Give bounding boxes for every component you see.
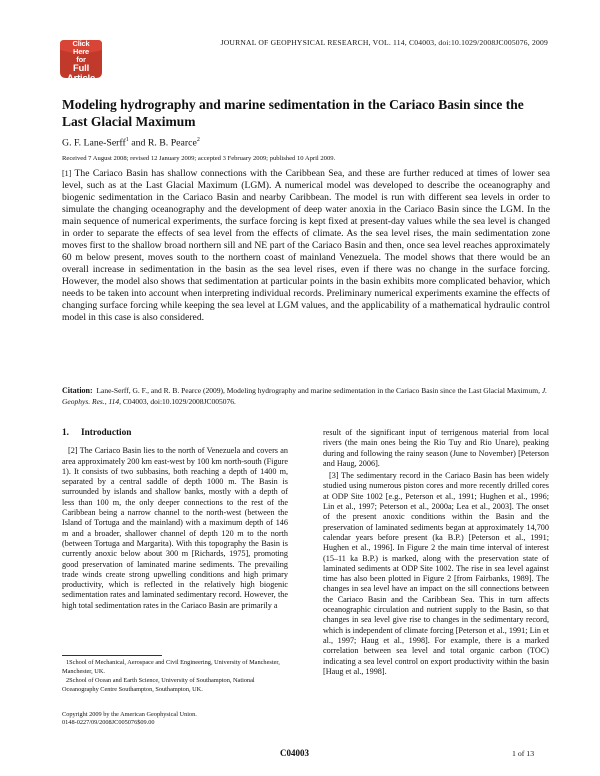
paragraph-3: [3] The sedimentary record in the Cariaco Basin has been widely studied using numerous piston cores and more recently drilled cores at ODP Site 1002 [e.g., Peterson et al., 1991; Hughen et al., 1996; Lin et al., 1997; Peterson et al., 2000a; Lea et al., 2003]. The onset of the present anoxic conditions within the Basin and the preservation of laminated sediments began at approximately 14,700 calendar years before present (ka B.P.) [Peterson et al., 1991; Hughen et al., 1996]. In Figure 2 the main time interval of interest (15–11 ka B.P.) is marked, along with the preservation state of laminated sediments at ODP Site 1002. The rise in sea level against time has also been plotted in Figure 2 [from Fairbanks, 1989]. The changes in sea level have an impact on the sill connections between the Cariaco Basin and the Caribbean Sea. This in turn affects oceanographic circulation and nutrient supply to the Basin, so that changes in sea level give rise to changes in the sedimentary record, which is independent of climate forcing [Peterson et al., 1991; Lin et al., 1997; Haug et al., 1998]. For example, there is a marked correlation between sea level and total organic carbon (TOC) indicating a sea level control on export productivity within the basin [Haug et al., 1998]. <box>323 471 549 676</box>
abstract-text: The Cariaco Basin has shallow connections with the Caribbean Sea, and these are further reduced at times of lower sea level, such as at the Last Glacial Maximum (LGM). A numerical model was developed to describe the oceanography and biogenic sedimentation in the Cariaco Basin and nearby Caribbean. The model is run with different sea levels in order to simulate the changing oceanography and the development of deep water anoxia in the Cariaco Basin since the LGM. In the main sequence of numerical experiments, the surface forcing is kept fixed at present-day values while the sea level is changed in order to separate the effects of sea level from the effects of climate. As the sea level rises, the main sedimentation zone moves first to the shallow broad northern sill and NE part of the Cariaco Basin and then, once sea level reaches approximately 60 m below present, moves south to the northern coast of mainland Venezuela. The model shows that there would be an overall increase in sedimentation in the basin as the sea level rises, even if there was no change in the surface forcing. However, the model also shows that sedimentation at particular points in the basin exhibits more complicated behavior, which needs to be taken into account when interpreting individual records. Preliminary numerical experiments examine the effects of changing surface forcing while keeping the sea level at LGM values, and the applicability of a mathematical hydraulic control model in this case is also considered. <box>62 168 550 323</box>
footnote-divider <box>62 655 162 656</box>
article-id: C04003 <box>280 748 309 758</box>
section-heading <box>62 428 288 438</box>
abstract <box>62 168 550 324</box>
received-dates: Received 7 August 2008; revised 12 January 2009; accepted 3 February 2009; published 10 April 2009. <box>62 155 336 162</box>
author-line <box>62 137 200 148</box>
citation-journal: J. Geophys. Res., 114, <box>62 386 548 406</box>
citation-text: Lane-Serff, G. F., and R. B. Pearce (2009), Modeling hydrography and marine sedimentation in the Cariaco Basin since the Last Glacial Maximum, <box>96 386 542 395</box>
page-number: 1 of 13 <box>512 749 535 758</box>
paragraph-2: [2] The Cariaco Basin lies to the north of Venezuela and covers an area approximately 200 km east-west by 100 km north-south (Figure 1). It consists of two subbasins, both reaching a depth of 1400 m, separated by a central saddle of depth 1000 m. The Basin is surrounded by islands and shallow banks, mostly with a depth of less than 100 m, the only deeper connections to the rest of the Caribbean being a narrow channel to the north-west (between the Island of Tortuga and the mainland) with a maximum depth of 146 m and a broader, shallower channel of depth 120 m to the north (between Tortuga and Margarita). With this topography the Basin is currently anoxic below about 300 m [Richards, 1975], promoting good preservation of laminated marine sediments. The prevailing trade winds create strong upwelling conditions and high primary productivity, which is reflected in the relatively high biogenic sedimentation rates and laminated sedimentary record. However, the high total sedimentation rates in the Cariaco Basin are primarily a <box>62 446 288 610</box>
footnote-2: 2School of Ocean and Earth Science, University of Southampton, National Oceanography Centre Southampton, Southampton, UK. <box>62 677 255 693</box>
paragraph-2-continued: result of the significant input of terrigenous material from local rivers (the main ones being the Rio Tuy and Rio Unare), peaking during and following the rainy season (June to November) [Peterson and Haug, 2006]. <box>323 428 549 468</box>
author-2-affiliation: 2 <box>196 137 200 143</box>
footnote-1: 1School of Mechanical, Aerospace and Civil Engineering, University of Manchester, Manchester, UK. <box>62 659 280 675</box>
left-column <box>62 428 288 611</box>
full-article-badge[interactable] <box>58 38 104 84</box>
right-column <box>323 428 549 677</box>
journal-header: JOURNAL OF GEOPHYSICAL RESEARCH, VOL. 114, C04003, doi:10.1029/2008JC005076, 2009 <box>220 38 548 47</box>
citation <box>62 386 550 407</box>
author-1-affiliation: 1 <box>125 137 129 143</box>
section-number: 1. <box>62 428 69 438</box>
author-2: and R. B. Pearce <box>128 137 197 149</box>
badge-label: Click Here for Full Article <box>66 39 96 84</box>
citation-label: Citation: <box>62 386 93 395</box>
author-1: G. F. Lane-Serff <box>62 137 126 149</box>
section-title: Introduction <box>80 428 132 438</box>
copyright-notice <box>62 711 288 727</box>
citation-doi: C04003, doi:10.1029/2008JC005076. <box>121 396 236 406</box>
copyright-line: Copyright 2009 by the American Geophysical Union. <box>62 711 197 718</box>
issn-line: 0148-0227/09/2008JC005076$09.00 <box>62 719 155 726</box>
abstract-paragraph-number: [1] <box>62 169 72 178</box>
paper-title: Modeling hydrography and marine sedimentation in the Cariaco Basin since the Last Glacial Maximum <box>62 97 524 129</box>
footnotes <box>62 659 288 695</box>
